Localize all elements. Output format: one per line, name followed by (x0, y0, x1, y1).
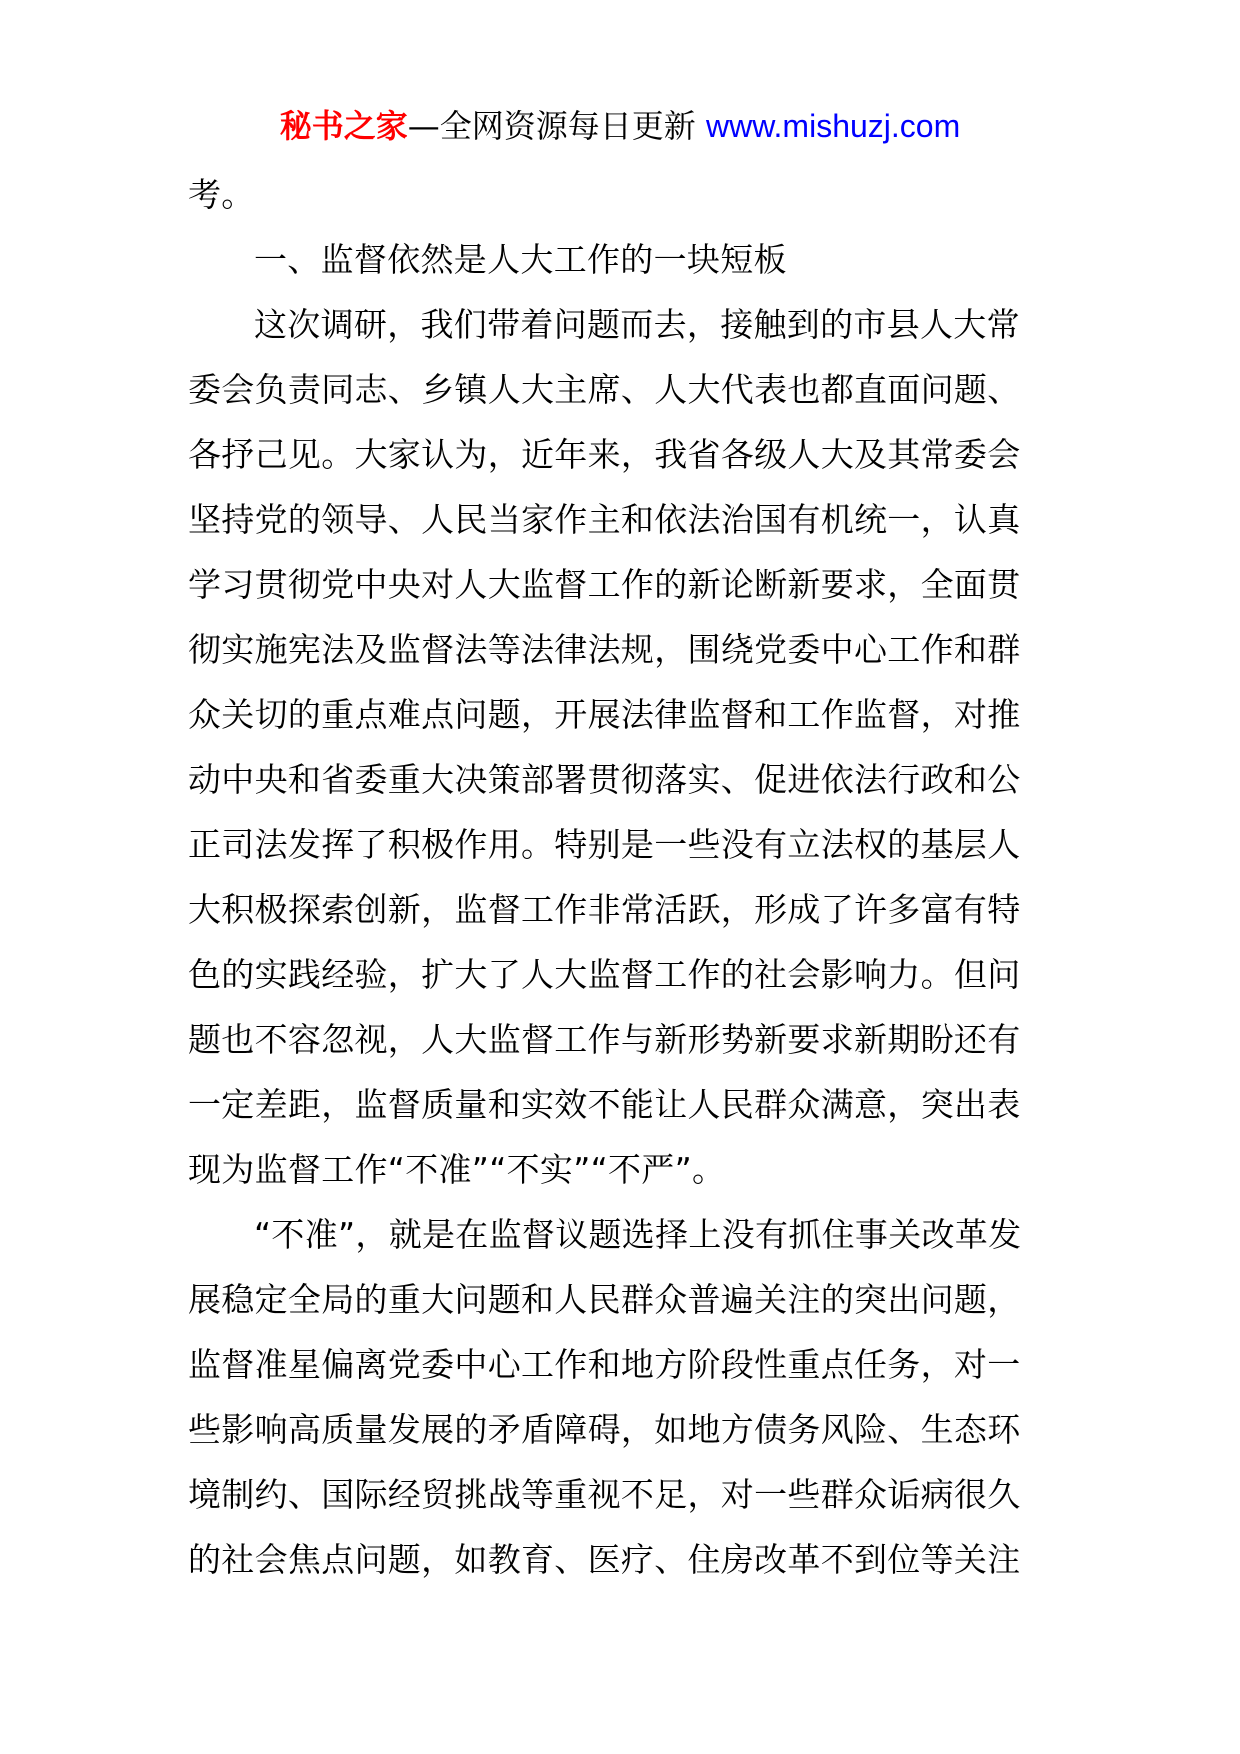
text-line: 委会负责同志、乡镇人大主席、人大代表也都直面问题、 (188, 370, 1021, 409)
site-url-link[interactable]: www.mishuzj.com (705, 108, 961, 144)
text-line: 题也不容忽视，人大监督工作与新形势新要求新期盼还有 (188, 1020, 1021, 1059)
text-line: 动中央和省委重大决策部署贯彻落实、促进依法行政和公 (188, 760, 1021, 799)
text-line: 色的实践经验，扩大了人大监督工作的社会影响力。但问 (188, 955, 1021, 994)
document-body (188, 162, 1054, 1592)
section-heading: 一、监督依然是人大工作的一块短板 (254, 240, 787, 279)
text-line: 些影响高质量发展的矛盾障碍，如地方债务风险、生态环 (188, 1410, 1021, 1449)
text-line: 监督准星偏离党委中心工作和地方阶段性重点任务，对一 (188, 1345, 1021, 1384)
text-line: 正司法发挥了积极作用。特别是一些没有立法权的基层人 (188, 825, 1021, 864)
text-line: 坚持党的领导、人民当家作主和依法治国有机统一，认真 (188, 500, 1021, 539)
text-line: “不准”，就是在监督议题选择上没有抓住事关改革发 (254, 1215, 1022, 1254)
text-line: 的社会焦点问题，如教育、医疗、住房改革不到位等关注 (188, 1540, 1021, 1579)
text-line: 境制约、国际经贸挑战等重视不足，对一些群众诟病很久 (188, 1475, 1021, 1514)
text-line: 展稳定全局的重大问题和人民群众普遍关注的突出问题， (188, 1280, 1021, 1319)
text-line: 彻实施宪法及监督法等法律法规，围绕党委中心工作和群 (188, 630, 1021, 669)
text-line: 学习贯彻党中央对人大监督工作的新论断新要求，全面贯 (188, 565, 1021, 604)
text-line: 大积极探索创新，监督工作非常活跃，形成了许多富有特 (188, 890, 1021, 929)
site-header (0, 98, 1240, 154)
text-line: 现为监督工作“不准”“不实”“不严”。 (188, 1150, 726, 1189)
text-line: 一定差距，监督质量和实效不能让人民群众满意，突出表 (188, 1085, 1021, 1124)
text-line: 这次调研，我们带着问题而去，接触到的市县人大常 (254, 305, 1020, 344)
brand-name: 秘书之家 (279, 107, 408, 145)
text-line: 众关切的重点难点问题，开展法律监督和工作监督，对推 (188, 695, 1021, 734)
header-tagline: —全网资源每日更新 (407, 107, 706, 145)
text-line: 各抒己见。大家认为，近年来，我省各级人大及其常委会 (188, 435, 1021, 474)
text-line: 考。 (188, 175, 255, 214)
